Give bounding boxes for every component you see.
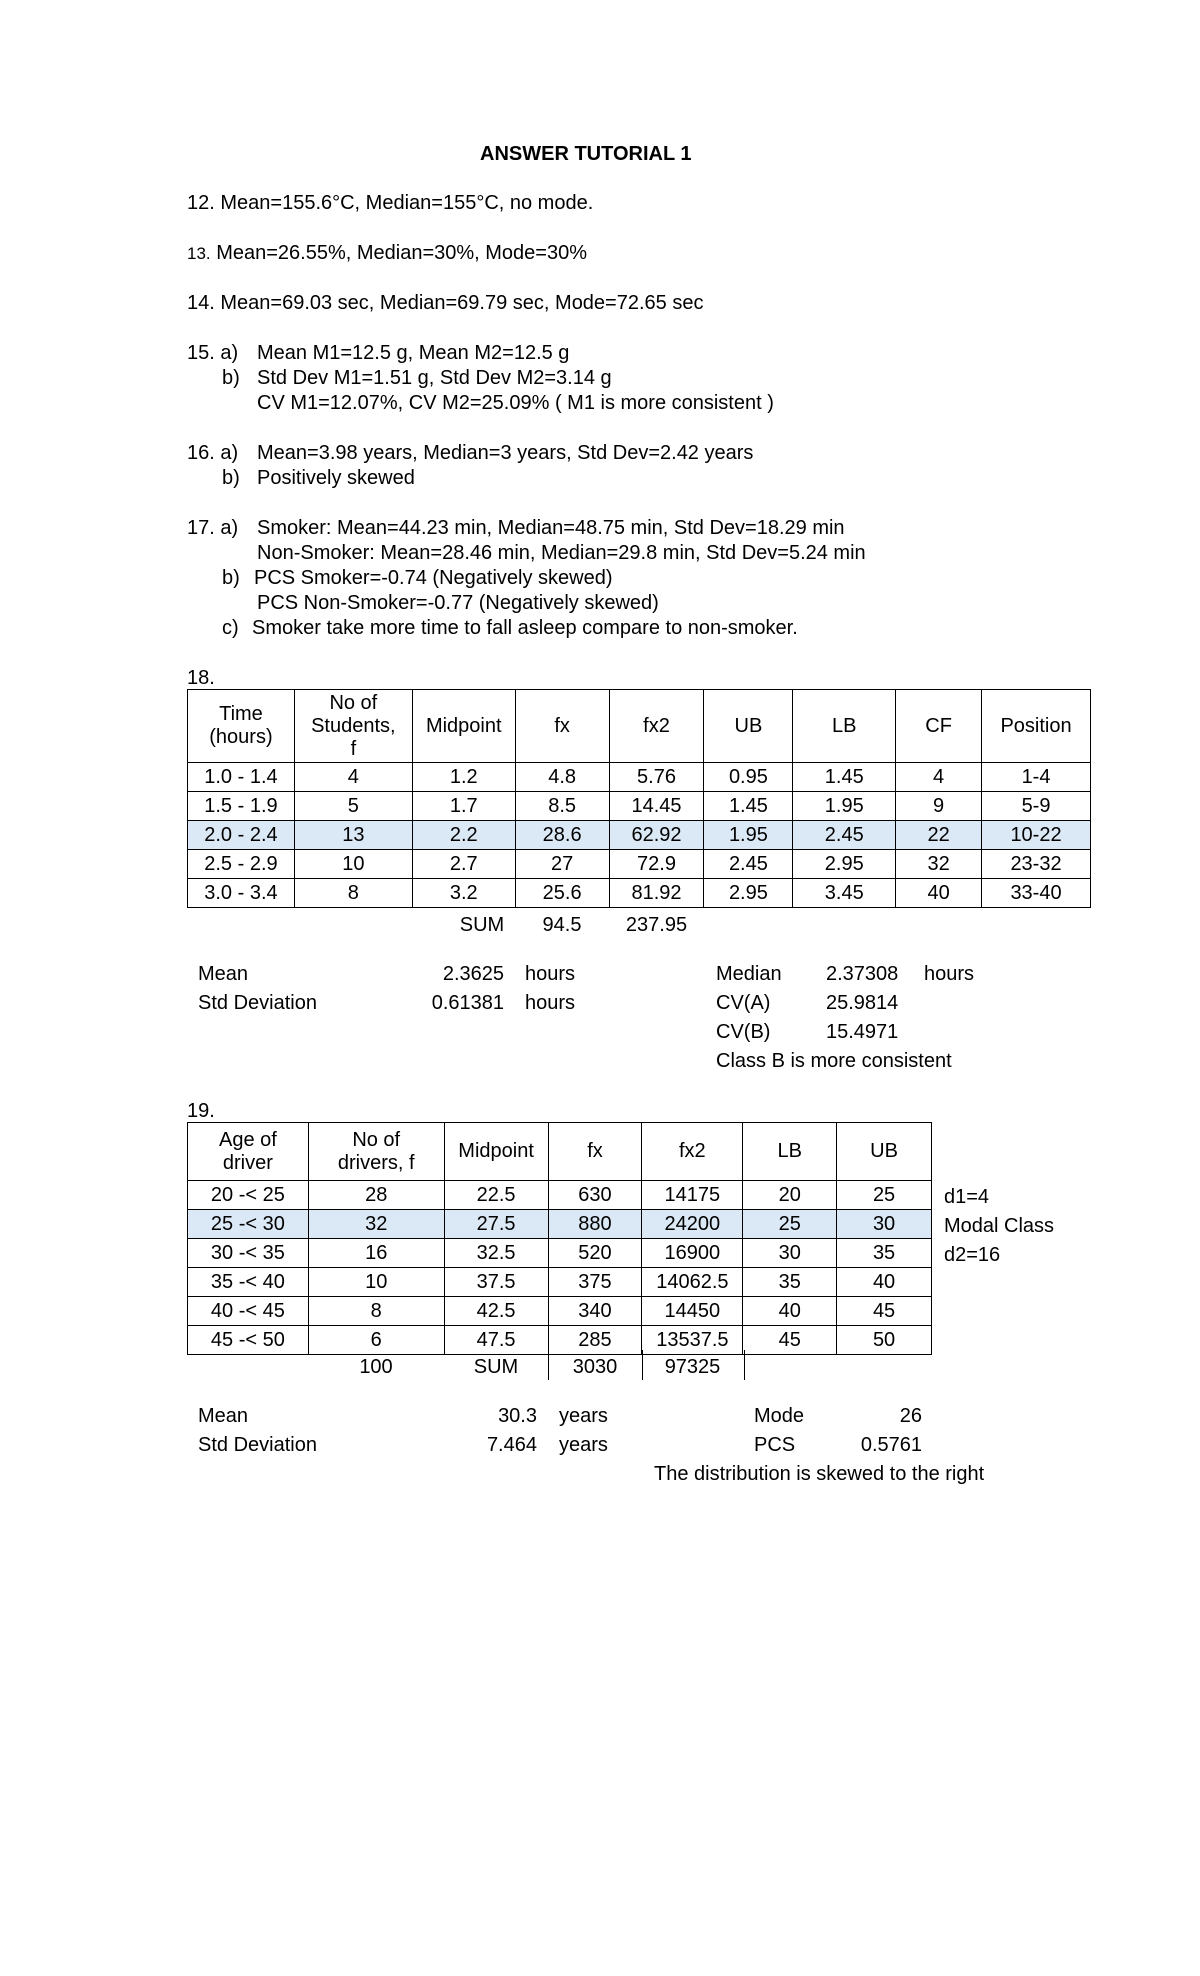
q18-sd-unit: hours — [525, 992, 576, 1014]
header-age-text: Age of driver — [218, 1128, 277, 1174]
answer-16a-label: 16. a) — [187, 442, 239, 464]
cell: 4.8 — [515, 763, 609, 792]
cell: 630 — [548, 1181, 642, 1210]
table-18-header-row — [188, 690, 1091, 763]
answer-17a-smoker: Smoker: Mean=44.23 min, Median=48.75 min, Std Dev=18.29 min — [257, 517, 845, 539]
q19-note-modal-class: Modal Class — [944, 1215, 1055, 1237]
answer-15b-label: b) — [222, 367, 240, 389]
table-18 — [187, 689, 1091, 908]
header-lb: LB — [743, 1123, 837, 1181]
header-ub: UB — [837, 1123, 932, 1181]
cell: 24200 — [642, 1210, 743, 1239]
q18-median-value: 2.37308 — [826, 963, 899, 985]
cell: 6 — [308, 1326, 444, 1355]
table-row — [188, 1239, 932, 1268]
q19-mode-value: 26 — [899, 1405, 922, 1427]
cell: 45 — [837, 1297, 932, 1326]
cell: 32 — [896, 850, 982, 879]
header-lb: LB — [793, 690, 896, 763]
cell: 8 — [308, 1297, 444, 1326]
cell: 1.95 — [704, 821, 793, 850]
header-drivers — [308, 1123, 444, 1181]
header-students-text: No of Students, f — [311, 691, 396, 760]
answer-17b-smoker: PCS Smoker=-0.74 (Negatively skewed) — [254, 567, 613, 589]
table-row — [188, 792, 1091, 821]
q19-pcs-label: PCS — [754, 1434, 796, 1456]
cell: 2.7 — [412, 850, 515, 879]
header-fx: fx — [548, 1123, 642, 1181]
cell: 1.45 — [704, 792, 793, 821]
cell: 33-40 — [982, 879, 1091, 908]
cell: 14.45 — [609, 792, 704, 821]
q18-cvb-label: CV(B) — [716, 1021, 771, 1043]
q19-sd-unit: years — [559, 1434, 608, 1456]
q18-sd-label: Std Deviation — [198, 992, 317, 1014]
answer-17b-nonsmoker: PCS Non-Smoker=-0.77 (Negatively skewed) — [257, 592, 659, 614]
cell: 22 — [896, 821, 982, 850]
cell: 16900 — [642, 1239, 743, 1268]
table-19-sum-fx: 3030 — [572, 1356, 618, 1378]
q19-mean-unit: years — [559, 1405, 608, 1427]
q18-median-label: Median — [716, 963, 782, 985]
answer-18-label: 18. — [187, 667, 215, 689]
q18-cva-label: CV(A) — [716, 992, 771, 1014]
cell: 285 — [548, 1326, 642, 1355]
header-ub: UB — [704, 690, 793, 763]
cell: 50 — [837, 1326, 932, 1355]
cell: 2.2 — [412, 821, 515, 850]
q19-pcs-value: 0.5761 — [860, 1434, 922, 1456]
cell: 27 — [515, 850, 609, 879]
answer-17c-label: c) — [222, 617, 239, 639]
cell: 30 -< 35 — [188, 1239, 309, 1268]
cell: 1.45 — [793, 763, 896, 792]
cell: 10-22 — [982, 821, 1091, 850]
cell: 30 — [743, 1239, 837, 1268]
cell: 8.5 — [515, 792, 609, 821]
cell: 1.7 — [412, 792, 515, 821]
cell: 5-9 — [982, 792, 1091, 821]
table-18-sum-fx: 94.5 — [542, 914, 582, 936]
cell: 2.45 — [793, 821, 896, 850]
cell: 14450 — [642, 1297, 743, 1326]
cell: 35 — [743, 1268, 837, 1297]
cell: 13537.5 — [642, 1326, 743, 1355]
cell: 47.5 — [444, 1326, 548, 1355]
cell: 9 — [896, 792, 982, 821]
table-row — [188, 850, 1091, 879]
cell: 25 — [837, 1181, 932, 1210]
cell: 32 — [308, 1210, 444, 1239]
q18-mean-label: Mean — [198, 963, 249, 985]
header-midpoint: Midpoint — [412, 690, 515, 763]
cell: 16 — [308, 1239, 444, 1268]
table-19-sum-n: 100 — [359, 1356, 393, 1378]
table-18-sum-fx2: 237.95 — [625, 914, 688, 936]
q19-sd-value: 7.464 — [486, 1434, 537, 1456]
cell: 2.95 — [793, 850, 896, 879]
cell: 30 — [837, 1210, 932, 1239]
cell: 40 -< 45 — [188, 1297, 309, 1326]
cell: 8 — [294, 879, 412, 908]
cell: 1-4 — [982, 763, 1091, 792]
answer-13-number: 13. — [187, 244, 211, 263]
q19-mean-value: 30.3 — [498, 1405, 537, 1427]
cell: 14062.5 — [642, 1268, 743, 1297]
q19-mean-label: Mean — [198, 1405, 249, 1427]
cell: 20 — [743, 1181, 837, 1210]
answer-15b-cv: CV M1=12.07%, CV M2=25.09% ( M1 is more consistent ) — [257, 392, 774, 414]
answer-16a: Mean=3.98 years, Median=3 years, Std Dev=2.42 years — [257, 442, 754, 464]
cell: 25 — [743, 1210, 837, 1239]
answer-17b-label: b) — [222, 567, 240, 589]
cell: 0.95 — [704, 763, 793, 792]
answer-19-label: 19. — [187, 1100, 215, 1122]
cell: 3.0 - 3.4 — [188, 879, 295, 908]
table-19-sum-fx2: 97325 — [664, 1356, 721, 1378]
table-row — [188, 763, 1091, 792]
cell: 32.5 — [444, 1239, 548, 1268]
answer-12: 12. Mean=155.6°C, Median=155°C, no mode. — [187, 192, 594, 214]
q18-median-unit: hours — [924, 963, 975, 985]
table-row — [188, 879, 1091, 908]
cell: 28 — [308, 1181, 444, 1210]
cell: 40 — [896, 879, 982, 908]
answer-14: 14. Mean=69.03 sec, Median=69.79 sec, Mode=72.65 sec — [187, 292, 704, 314]
header-time-text: Time (hours) — [209, 703, 273, 748]
table-18-sum-label: SUM — [459, 914, 505, 936]
cell: 27.5 — [444, 1210, 548, 1239]
cell: 25 -< 30 — [188, 1210, 309, 1239]
cell: 13 — [294, 821, 412, 850]
cell: 2.0 - 2.4 — [188, 821, 295, 850]
cell: 25.6 — [515, 879, 609, 908]
table-row-highlighted — [188, 821, 1091, 850]
cell: 45 — [743, 1326, 837, 1355]
cell: 42.5 — [444, 1297, 548, 1326]
answer-15a: Mean M1=12.5 g, Mean M2=12.5 g — [257, 342, 570, 364]
q18-cva-value: 25.9814 — [826, 992, 899, 1014]
cell: 10 — [308, 1268, 444, 1297]
cell: 3.2 — [412, 879, 515, 908]
q19-sd-label: Std Deviation — [198, 1434, 317, 1456]
table-19 — [187, 1122, 932, 1355]
answer-17a-label: 17. a) — [187, 517, 239, 539]
cell: 2.95 — [704, 879, 793, 908]
cell: 10 — [294, 850, 412, 879]
table-row — [188, 1181, 932, 1210]
cell: 1.95 — [793, 792, 896, 821]
cell: 14175 — [642, 1181, 743, 1210]
cell: 22.5 — [444, 1181, 548, 1210]
answer-16b-label: b) — [222, 467, 240, 489]
cell: 520 — [548, 1239, 642, 1268]
cell: 5 — [294, 792, 412, 821]
answer-15b: Std Dev M1=1.51 g, Std Dev M2=3.14 g — [257, 367, 612, 389]
header-midpoint: Midpoint — [444, 1123, 548, 1181]
answer-17c: Smoker take more time to fall asleep compare to non-smoker. — [252, 617, 798, 639]
cell: 37.5 — [444, 1268, 548, 1297]
q19-note-d1: d1=4 — [944, 1186, 990, 1208]
cell: 375 — [548, 1268, 642, 1297]
cell: 2.5 - 2.9 — [188, 850, 295, 879]
header-position: Position — [982, 690, 1091, 763]
cell: 2.45 — [704, 850, 793, 879]
header-drivers-text: No of drivers, f — [337, 1128, 415, 1174]
table-19-header-row — [188, 1123, 932, 1181]
cell: 28.6 — [515, 821, 609, 850]
cell: 20 -< 25 — [188, 1181, 309, 1210]
q18-cvb-value: 15.4971 — [826, 1021, 899, 1043]
answer-15a-label: 15. a) — [187, 342, 239, 364]
table-row — [188, 1268, 932, 1297]
cell: 35 -< 40 — [188, 1268, 309, 1297]
header-fx: fx — [515, 690, 609, 763]
q19-mode-label: Mode — [754, 1405, 805, 1427]
cell: 5.76 — [609, 763, 704, 792]
q18-sd-value: 0.61381 — [431, 992, 504, 1014]
cell: 62.92 — [609, 821, 704, 850]
q19-note-d2: d2=16 — [944, 1244, 1001, 1266]
q18-mean-value: 2.3625 — [442, 963, 504, 985]
cell: 3.45 — [793, 879, 896, 908]
table-row — [188, 1297, 932, 1326]
cell: 72.9 — [609, 850, 704, 879]
cell: 1.5 - 1.9 — [188, 792, 295, 821]
header-time — [188, 690, 295, 763]
header-age — [188, 1123, 309, 1181]
answer-16b: Positively skewed — [257, 467, 415, 489]
cell: 23-32 — [982, 850, 1091, 879]
cell: 1.0 - 1.4 — [188, 763, 295, 792]
answer-13 — [187, 241, 587, 266]
cell: 4 — [294, 763, 412, 792]
q19-conclusion: The distribution is skewed to the right — [654, 1463, 985, 1485]
cell: 45 -< 50 — [188, 1326, 309, 1355]
page-title: ANSWER TUTORIAL 1 — [480, 143, 692, 165]
header-cf: CF — [896, 690, 982, 763]
cell: 35 — [837, 1239, 932, 1268]
cell: 1.2 — [412, 763, 515, 792]
header-fx2: fx2 — [642, 1123, 743, 1181]
cell: 40 — [743, 1297, 837, 1326]
cell: 81.92 — [609, 879, 704, 908]
cell: 340 — [548, 1297, 642, 1326]
header-fx2: fx2 — [609, 690, 704, 763]
q18-mean-unit: hours — [525, 963, 576, 985]
cell: 880 — [548, 1210, 642, 1239]
cell: 4 — [896, 763, 982, 792]
table-19-sum-label: SUM — [473, 1356, 519, 1378]
answer-13-text: Mean=26.55%, Median=30%, Mode=30% — [210, 242, 588, 264]
q18-conclusion: Class B is more consistent — [716, 1050, 952, 1072]
answer-17a-nonsmoker: Non-Smoker: Mean=28.46 min, Median=29.8 min, Std Dev=5.24 min — [257, 542, 866, 564]
table-row-highlighted — [188, 1210, 932, 1239]
header-students — [294, 690, 412, 763]
cell: 40 — [837, 1268, 932, 1297]
